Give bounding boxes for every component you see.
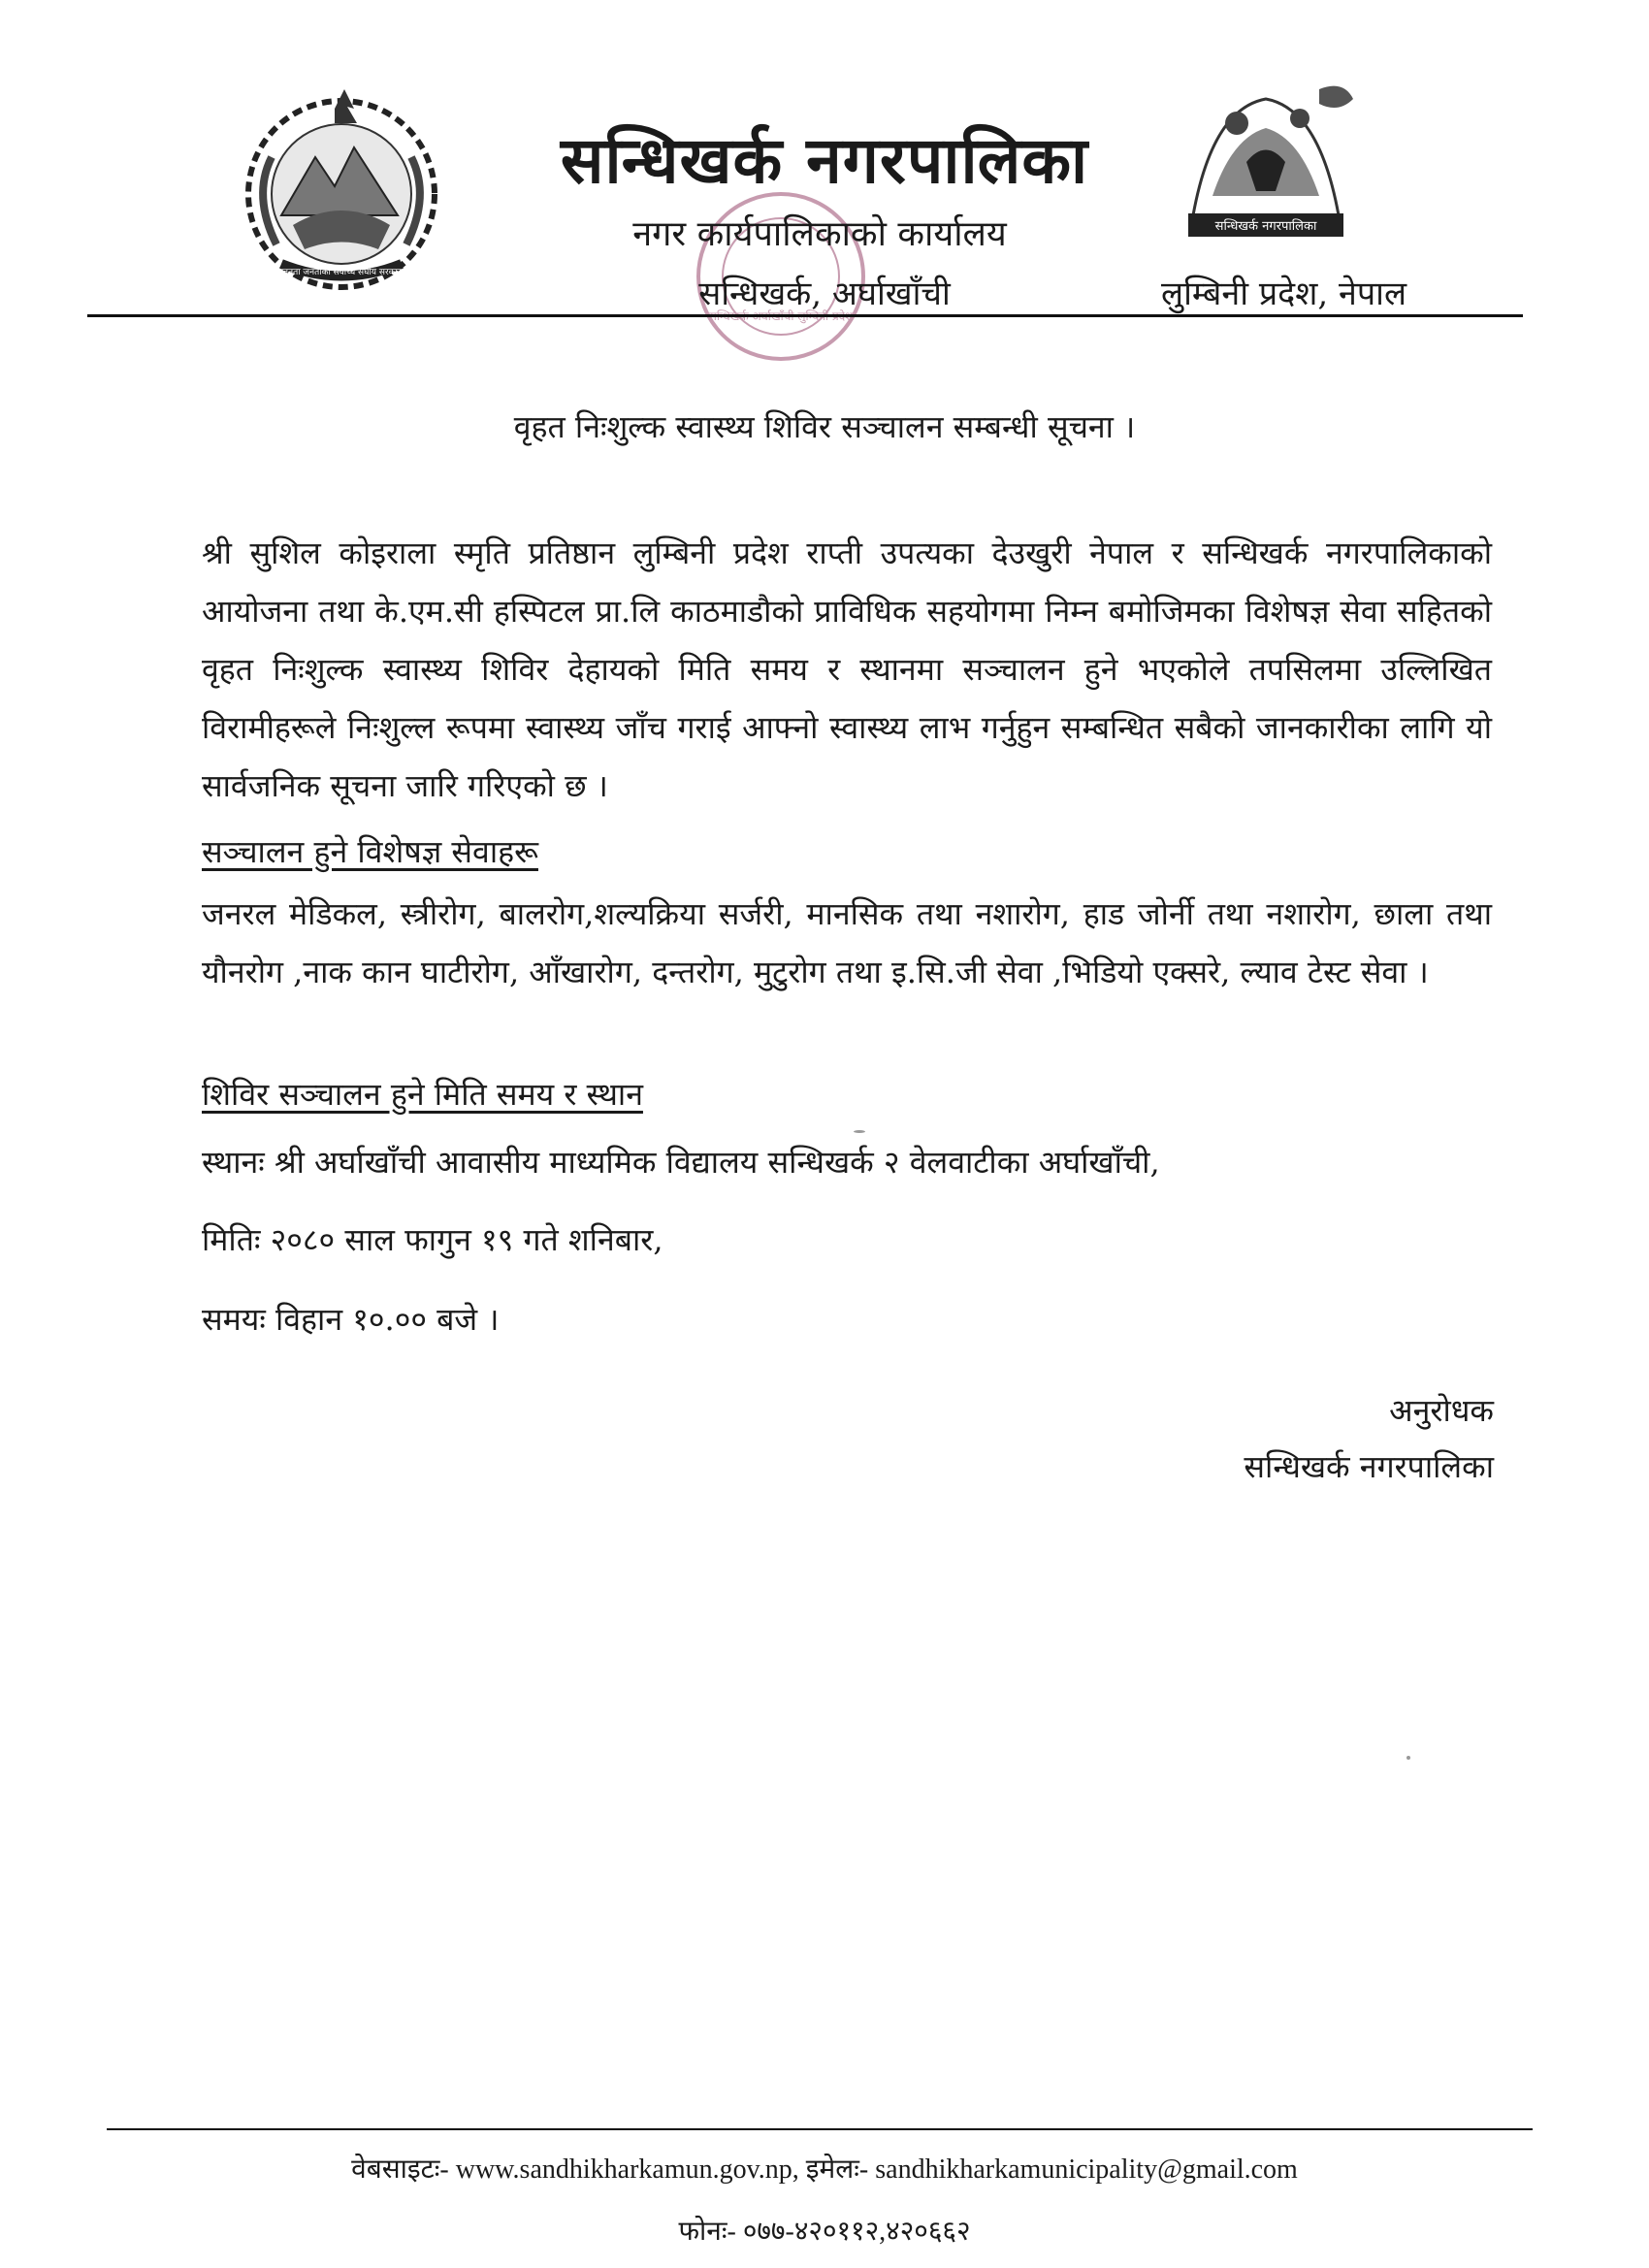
footer-phone: फोनः- ०७७-४२०११२,४२०६६२: [678, 2217, 971, 2247]
notice-subject: वृहत निःशुल्क स्वास्थ्य शिविर सञ्चालन सम्बन्धी सूचना ।: [513, 408, 1136, 445]
footer-contact: वेबसाइटः- www.sandhikharkamun.gov.np, इमेलः- sandhikharkamunicipality@gmail.com: [351, 2155, 1298, 2185]
stamp-text: सन्धिखर्क अर्घाखाँची लुम्बिनी प्रदेश: [708, 309, 854, 323]
logo-banner-text: सन्धिखर्क नगरपालिका: [1214, 219, 1317, 234]
services-list: जनरल मेडिकल, स्त्रीरोग, बालरोग,शल्यक्रिया सर्जरी, मानसिक तथा नशारोग, हाड जोर्नी तथा नशारोग, छाला तथा यौनरोग ,नाक कान घाटीरोग, आँखारोग, दन्तरोग, मुटुरोग तथा इ.सि.जी सेवा ,भिडियो एक्सरे, ल्याव टेस्ट सेवा ।: [202, 895, 1492, 990]
camp-time: समयः विहान १०.०० बजे ।: [202, 1301, 500, 1338]
header-divider: [87, 314, 1523, 317]
province-address: लुम्बिनी प्रदेश, नेपाल: [1161, 275, 1406, 313]
camp-location: स्थानः श्री अर्घाखाँची आवासीय माध्यमिक विद्यालय सन्धिखर्क २ वेलवाटीका अर्घाखाँची,: [202, 1144, 1160, 1181]
services-heading: सञ्चालन हुने विशेषज्ञ सेवाहरू: [202, 833, 538, 870]
scan-speck: [854, 1130, 865, 1133]
office-address: सन्धिखर्क, अर्घाखाँची: [698, 275, 951, 313]
organization-name: सन्धिखर्क नगरपालिका: [560, 122, 1089, 198]
signature-title: अनुरोधक: [1389, 1392, 1494, 1429]
footer-divider: [107, 2128, 1533, 2130]
emblem-ribbon-text: जनता जनताको सर्वोच्च संघीय सरकार: [281, 268, 402, 277]
notice-body: श्री सुशिल कोइराला स्मृति प्रतिष्ठान लुम्बिनी प्रदेश राप्ती उपत्यका देउखुरी नेपाल र सन्धिखर्क नगरपालिकाको आयोजना तथा के.एम.सी हस्पिटल प्रा.लि काठमाडौको प्राविधिक सहयोगमा निम्न बमोजिमका विशेषज्ञ सेवा सहितको वृहत निःशुल्क स्वास्थ्य शिविर देहायको मिति समय र स्थानमा सञ्चालन हुने भएकोले तपसिलमा उल्लिखित विरामीहरूले निःशुल्ल रूपमा स्वास्थ्य जाँच गराई आफ्नो स्वास्थ्य लाभ गर्नुहुन सम्बन्धित सबैको जानकारीका लागि यो सार्वजनिक सूचना जारि गरिएको छ ।: [202, 535, 1492, 804]
signature-organization: सन्धिखर्क नगरपालिका: [1244, 1448, 1494, 1485]
camp-date: मितिः २०८० साल फागुन १९ गते शनिबार,: [202, 1221, 663, 1258]
office-name: नगर कार्यपालिकाको कार्यालय: [632, 214, 1007, 254]
scan-speck: [1406, 1756, 1410, 1760]
camp-details-heading: शिविर सञ्चालन हुने मिति समय र स्थान: [202, 1076, 643, 1113]
